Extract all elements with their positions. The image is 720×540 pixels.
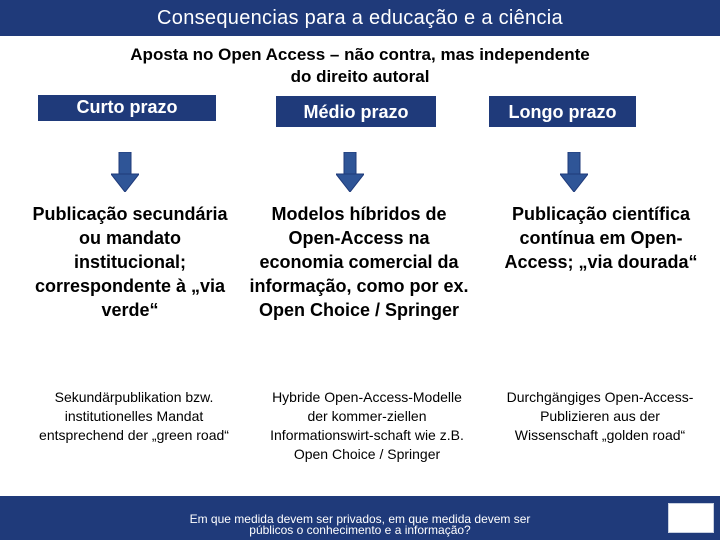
column-pt-short: Publicação secundária ou mandato institucional; correspondente à „via verde“ bbox=[32, 204, 228, 320]
column-de-long: Durchgängiges Open-Access-Publizieren aus der Wissenschaft „golden road“ bbox=[506, 389, 694, 443]
column-de-short: Sekundärpublikation bzw. institutionelles Mandat entsprechend der „green road“ bbox=[39, 389, 229, 443]
footer-line-1: Em que medida devem ser privados, em que medida devem ser bbox=[189, 512, 531, 526]
term-short bbox=[38, 95, 216, 121]
term-long bbox=[489, 96, 636, 127]
arrow-down-icon bbox=[336, 152, 364, 192]
arrow-down-icon bbox=[560, 152, 588, 192]
footer-line-2: públicos o conhecimento e a informação? bbox=[249, 523, 471, 537]
subtitle: Aposta no Open Access – não contra, mas independente do direito autoral bbox=[130, 45, 590, 86]
term-short-label: Curto prazo bbox=[76, 97, 178, 117]
column-de-medium: Hybride Open-Access-Modelle der kommer-ziellen Informationswirt-schaft wie z.B. Open Choice / Springer bbox=[270, 389, 464, 462]
term-long-label: Longo prazo bbox=[508, 102, 617, 122]
arrow-down-icon bbox=[111, 152, 139, 192]
logo bbox=[668, 503, 714, 533]
column-pt-long: Publicação científica contínua em Open-Access; „via dourada“ bbox=[504, 204, 698, 272]
column-pt-medium: Modelos híbridos de Open-Access na economia comercial da informação, como por ex. Open Choice / Springer bbox=[249, 204, 469, 320]
page-title: Consequencias para a educação e a ciência bbox=[157, 7, 563, 29]
footer-question bbox=[150, 514, 570, 536]
term-medium-label: Médio prazo bbox=[303, 102, 409, 122]
term-medium bbox=[276, 96, 436, 127]
